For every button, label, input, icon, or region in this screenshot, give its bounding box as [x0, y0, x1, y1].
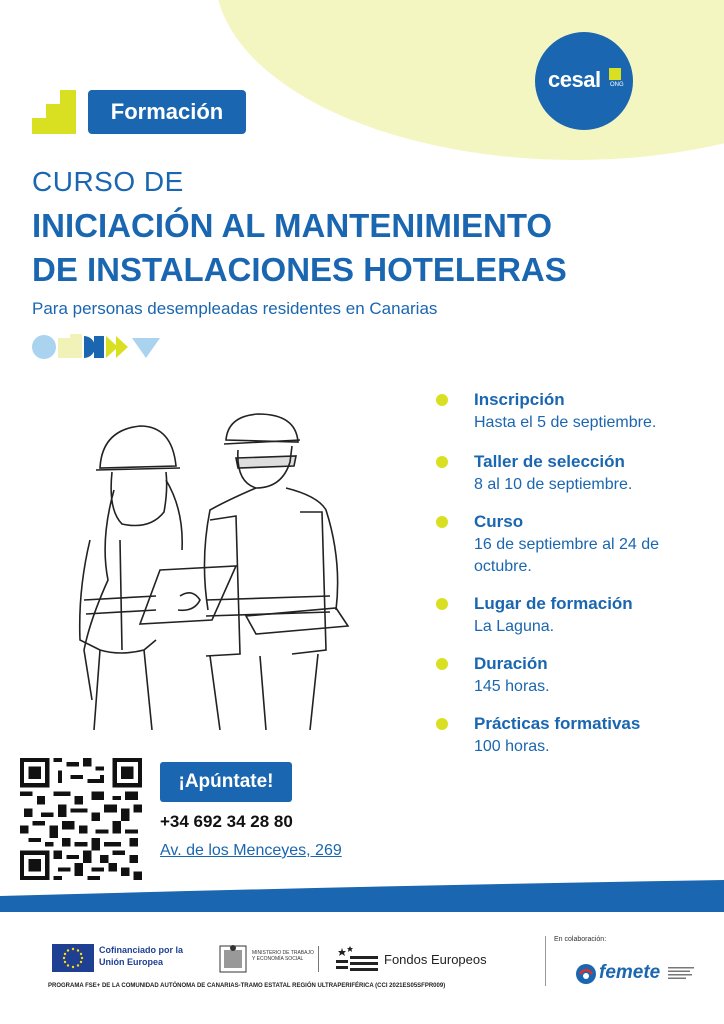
collab-divider	[545, 936, 546, 986]
footer-divider	[318, 946, 319, 972]
bullet-dot	[436, 598, 448, 610]
detail-value: La Laguna.	[474, 618, 555, 635]
address-link[interactable]: Av. de los Menceyes, 269	[160, 842, 342, 859]
bullet-dot	[436, 394, 448, 406]
footer-blue-band	[0, 880, 724, 912]
qr-code[interactable]	[20, 758, 142, 880]
course-title-line1: INICIACIÓN AL MANTENIMIENTO	[32, 207, 553, 244]
ministerio-text: MINISTERIO DE TRABAJO Y ECONOMÍA SOCIAL	[252, 950, 314, 962]
detail-label: Inscripción	[474, 390, 565, 409]
detail-practicas	[436, 712, 716, 758]
detail-value: Hasta el 5 de septiembre.	[474, 414, 657, 431]
detail-label: Curso	[474, 512, 524, 531]
header-background-blob	[215, 0, 724, 160]
course-kicker: CURSO DE	[32, 166, 184, 197]
phone-number[interactable]: +34 692 34 28 80	[160, 812, 293, 831]
detail-label: Duración	[474, 654, 548, 673]
collab-label: En colaboración:	[554, 936, 607, 943]
course-subtitle: Para personas desempleadas residentes en Canarias	[32, 299, 438, 318]
cesal-logo-square	[609, 68, 621, 80]
cesal-logo-text: cesal	[548, 67, 601, 92]
course-details	[436, 388, 716, 772]
fondos-europeos-icon	[336, 944, 380, 974]
detail-label: Prácticas formativas	[474, 714, 641, 733]
femete-logo-icon	[574, 962, 598, 986]
course-title-line2: DE INSTALACIONES HOTELERAS	[32, 251, 567, 288]
femete-tagline-icon	[668, 966, 694, 980]
detail-label: Taller de selección	[474, 452, 625, 471]
bullet-dot	[436, 658, 448, 670]
eu-flag-icon	[52, 944, 94, 972]
detail-value: 100 horas.	[474, 738, 550, 755]
femete-logo-text: femete	[599, 962, 661, 983]
detail-inscripcion	[436, 388, 716, 434]
formacion-badge: Formación	[88, 90, 246, 134]
detail-curso	[436, 510, 716, 578]
detail-label: Lugar de formación	[474, 594, 633, 613]
cesal-logo-suffix: ONG	[610, 82, 624, 88]
bullet-dot	[436, 718, 448, 730]
fondos-europeos-text: Fondos Europeos	[384, 952, 487, 967]
detail-lugar	[436, 592, 716, 638]
course-title	[32, 204, 692, 292]
apuntate-button[interactable]: ¡Apúntate!	[160, 762, 292, 802]
detail-value: 145 horas.	[474, 678, 550, 695]
bullet-dot	[436, 456, 448, 468]
cesal-logo	[535, 32, 633, 130]
detail-value: 16 de septiembre al 24 de octubre.	[474, 536, 660, 575]
detail-duracion	[436, 652, 716, 698]
eu-cofinanciado-text: Cofinanciado por la Unión Europea	[99, 945, 184, 967]
decorative-shapes-icon	[32, 334, 162, 360]
program-text: PROGRAMA FSE+ DE LA COMUNIDAD AUTÓNOMA DE CANARIAS-TRAMO ESTATAL REGIÓN ULTRAPERIFÉRICA (CCI 2021ES05SFPR009)	[48, 983, 446, 989]
workers-illustration	[60, 400, 360, 730]
detail-value: 8 al 10 de septiembre.	[474, 476, 633, 493]
detail-taller	[436, 450, 716, 496]
bullet-dot	[436, 516, 448, 528]
steps-icon	[32, 90, 76, 134]
